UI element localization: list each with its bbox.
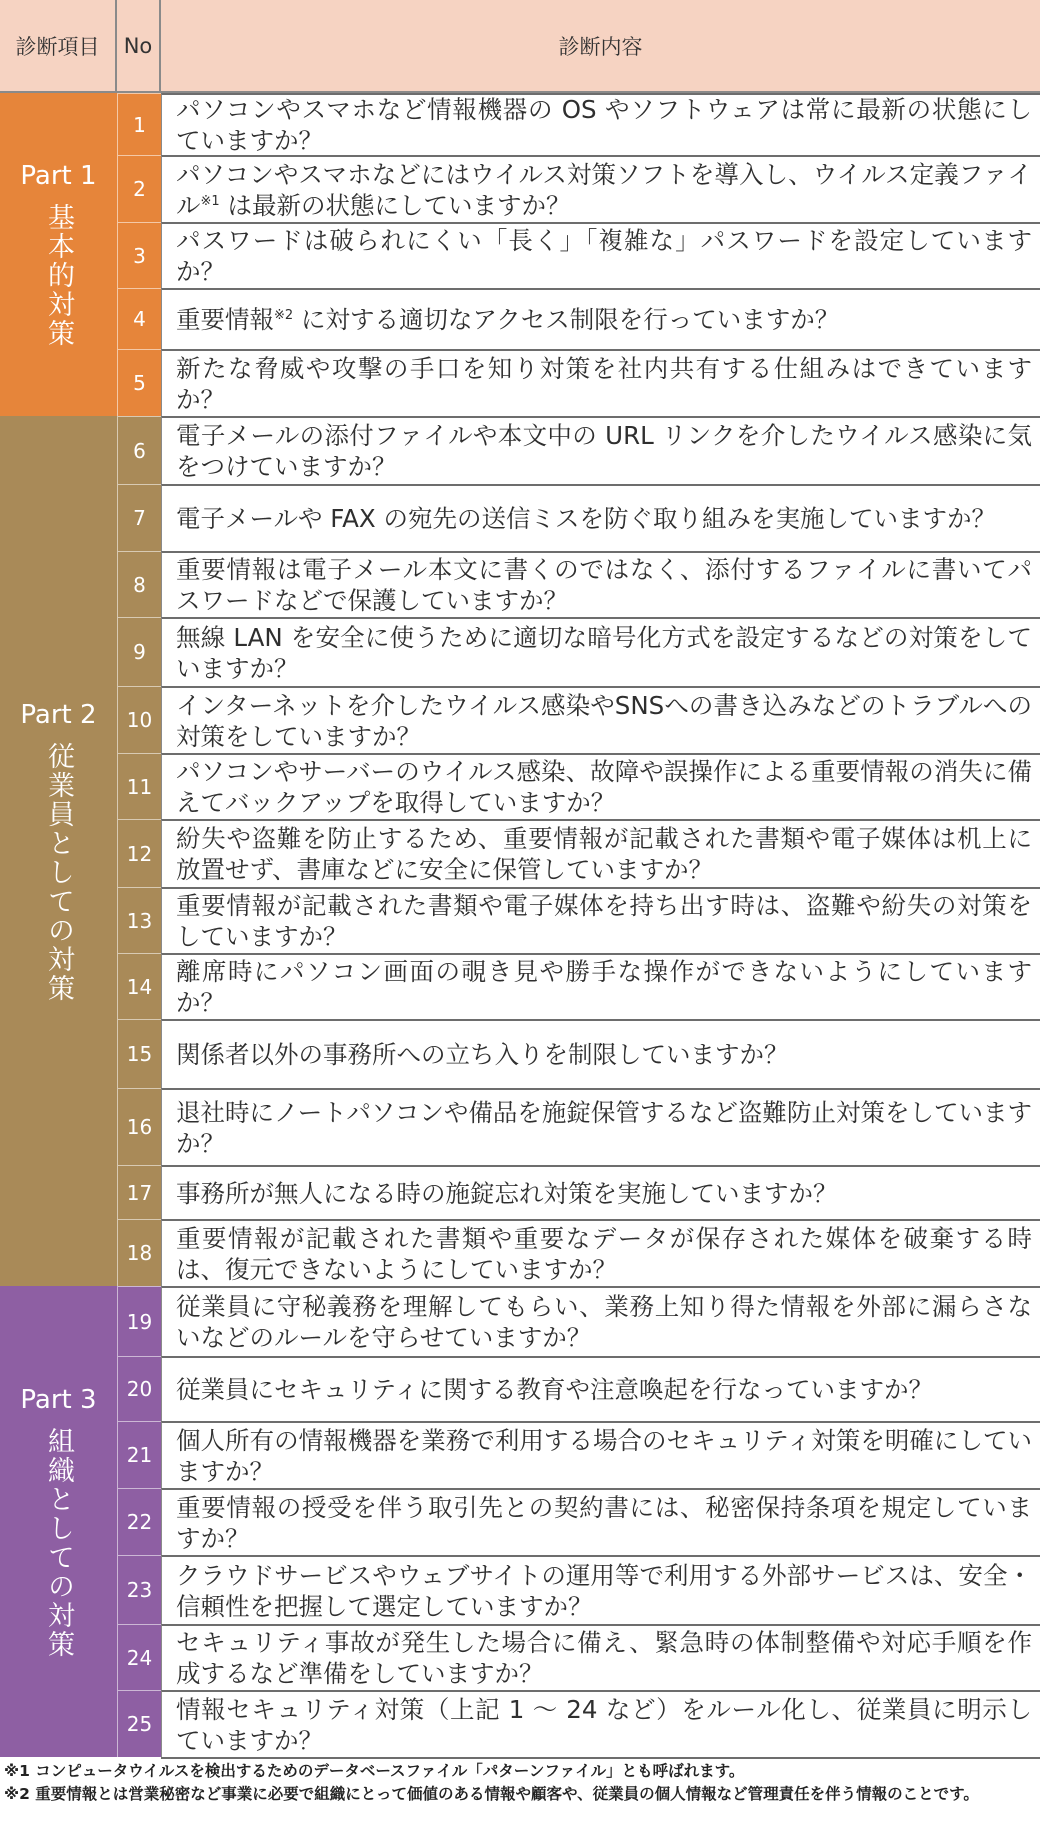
item-question-rest: に対する適切なアクセス制限を行っていますか？ <box>293 305 840 334</box>
item-question <box>161 1488 1040 1555</box>
item-question-text <box>176 1374 933 1405</box>
item-question-text <box>176 1223 1032 1285</box>
item-question-text <box>176 1039 789 1070</box>
item-question <box>161 1019 1040 1088</box>
item-question-main: 紛失や盗難を防止するため、重要情報が記載された書類や電子媒体は机上に放置せず、書庫などに安全に保管していますか？ <box>176 824 1032 884</box>
item-question <box>161 93 1040 155</box>
item-question <box>161 953 1040 1019</box>
item-question-main: セキュリティ事故が発生した場合に備え、緊急時の体制整備や対応手順を作成するなど準備をしていますか？ <box>176 1628 1032 1688</box>
item-number: 22 <box>117 1488 161 1555</box>
item-question <box>161 1286 1040 1356</box>
table-bottom-rule <box>161 1757 1040 1759</box>
part-1-block <box>0 93 117 416</box>
footnote-1: ※1 コンピュータウイルスを検出するためのデータベースファイル「パターンファイル」とも呼ばれます。 <box>4 1762 745 1780</box>
item-question-text <box>176 159 1032 221</box>
item-question-main: 情報セキュリティ対策（上記 1 〜 24 など）をルール化し、従業員に明示していますか？ <box>176 1694 1032 1755</box>
item-question-main: 事務所が無人になる時の施錠忘れ対策を実施していますか？ <box>176 1178 838 1208</box>
item-number: 16 <box>117 1088 161 1165</box>
item-question <box>161 887 1040 953</box>
part-1-label: Part 1 <box>20 161 97 191</box>
item-question <box>161 753 1040 819</box>
item-number: 3 <box>117 222 161 288</box>
item-question-main: 重要情報 <box>176 305 274 334</box>
item-number: 15 <box>117 1019 161 1088</box>
part-2-name: 従業員としての対策 <box>43 741 74 1003</box>
item-number: 19 <box>117 1286 161 1356</box>
item-question <box>161 222 1040 288</box>
item-question <box>161 155 1040 222</box>
item-number: 14 <box>117 953 161 1019</box>
footnote-marker: ※2 <box>274 308 294 323</box>
item-number: 5 <box>117 349 161 416</box>
item-number: 7 <box>117 484 161 551</box>
item-question-main: 重要情報が記載された書類や電子媒体を持ち出す時は、盗難や紛失の対策をしていますか？ <box>176 891 1032 951</box>
item-question <box>161 1219 1040 1286</box>
item-question-main: パスワードは破られにくい「長く」「複雑な」パスワードを設定していますか？ <box>176 226 1032 286</box>
item-question-main: 重要情報は電子メール本文に書くのではなく、添付するファイルに書いてパスワードなどで保護していますか？ <box>176 555 1032 615</box>
item-question <box>161 1421 1040 1488</box>
item-question-text <box>176 622 1032 684</box>
item-question-main: 無線 LAN を安全に使うために適切な暗号化方式を設定するなどの対策をしていますか？ <box>176 622 1032 683</box>
item-question-main: 退社時にノートパソコンや備品を施錠保管するなど盗難防止対策をしていますか？ <box>176 1097 1032 1158</box>
item-number: 8 <box>117 551 161 617</box>
item-number: 2 <box>117 155 161 222</box>
item-question <box>161 1555 1040 1624</box>
item-question-text <box>176 1492 1032 1554</box>
item-question-text <box>176 1560 1032 1622</box>
header-category: 診断項目 <box>0 0 117 93</box>
item-question-text <box>176 420 1032 482</box>
item-number: 21 <box>117 1421 161 1488</box>
part-2-label: Part 2 <box>20 699 97 730</box>
header-no: No <box>117 0 161 93</box>
item-number: 10 <box>117 686 161 753</box>
item-question-main: 重要情報の授受を伴う取引先との契約書には、秘密保持条項を規定していますか？ <box>176 1492 1032 1553</box>
item-question <box>161 1690 1040 1757</box>
item-number: 4 <box>117 288 161 349</box>
item-number: 25 <box>117 1690 161 1757</box>
part-3-block <box>0 1286 117 1757</box>
item-number: 1 <box>117 93 161 155</box>
item-number: 12 <box>117 819 161 887</box>
item-question-text <box>176 1694 1032 1756</box>
item-question-text <box>176 353 1032 415</box>
part-3-label: Part 3 <box>20 1384 97 1415</box>
item-question-text <box>176 890 1032 952</box>
item-question-main: パソコンやスマホなどにはウイルス対策ソフトを導入し、ウイルス定義ファイル <box>176 159 1032 220</box>
item-number: 6 <box>117 416 161 484</box>
item-question-text <box>176 94 1032 156</box>
item-question-main: 関係者以外の事務所への立ち入りを制限していますか？ <box>176 1040 789 1069</box>
item-question-text <box>176 1425 1032 1487</box>
item-question-main: パソコンやサーバーのウイルス感染、故障や誤操作による重要情報の消失に備えてバックアップを取得していますか？ <box>176 757 1032 817</box>
item-question-text <box>176 756 1032 818</box>
item-number: 20 <box>117 1356 161 1421</box>
item-question-text <box>176 1097 1032 1159</box>
item-question-text <box>176 554 1032 616</box>
part-3-name: 組織としての対策 <box>43 1426 74 1659</box>
item-number: 9 <box>117 617 161 686</box>
item-number: 18 <box>117 1219 161 1286</box>
header-content: 診断内容 <box>161 0 1040 93</box>
item-question <box>161 484 1040 551</box>
item-number: 23 <box>117 1555 161 1624</box>
item-question <box>161 349 1040 416</box>
item-question-main: 重要情報が記載された書類や重要なデータが保存された媒体を破棄する時は、復元できないようにしていますか？ <box>176 1223 1032 1284</box>
item-number: 24 <box>117 1624 161 1690</box>
item-question-main: 離席時にパソコン画面の覗き見や勝手な操作ができないようにしていますか？ <box>176 957 1032 1017</box>
item-question-text <box>176 1627 1032 1689</box>
item-question-text <box>176 1291 1032 1353</box>
item-question-main: 新たな脅威や攻撃の手口を知り対策を社内共有する仕組みはできていますか？ <box>176 353 1032 414</box>
item-question-main: クラウドサービスやウェブサイトの運用等で利用する外部サービスは、安全・信頼性を把握して選定していますか？ <box>176 1560 1032 1621</box>
item-question-rest: は最新の状態にしていますか？ <box>219 190 571 220</box>
item-question-text <box>176 1178 838 1209</box>
item-question-main: インターネットを介したウイルス感染やSNSへの書き込みなどのトラブルへの対策をしていますか？ <box>176 690 1032 751</box>
item-question <box>161 416 1040 484</box>
item-question <box>161 288 1040 349</box>
item-question-text <box>176 304 839 335</box>
item-question <box>161 1088 1040 1165</box>
item-question-text <box>176 956 1032 1018</box>
item-question-main: パソコンやスマホなど情報機器の OS やソフトウェアは常に最新の状態にしていますか？ <box>176 95 1032 155</box>
footnote-2-text: ※2 重要情報とは営業秘密など事業に必要で組織にとって価値のある情報や顧客や、従業員の個人情報など管理責任を伴う情報のことです。 <box>4 1785 979 1803</box>
item-number: 17 <box>117 1165 161 1219</box>
item-question-text <box>176 503 996 534</box>
item-question-main: 従業員に守秘義務を理解してもらい、業務上知り得た情報を外部に漏らさないなどのルールを守らせていますか？ <box>176 1292 1032 1352</box>
footnote-marker: ※1 <box>200 193 220 209</box>
item-number: 13 <box>117 887 161 953</box>
footnote-2 <box>4 1784 1034 1805</box>
item-question <box>161 617 1040 686</box>
item-question <box>161 686 1040 753</box>
item-question <box>161 551 1040 617</box>
item-question <box>161 1624 1040 1690</box>
item-question-main: 個人所有の情報機器を業務で利用する場合のセキュリティ対策を明確にしていますか？ <box>176 1425 1032 1486</box>
item-question-main: 電子メールの添付ファイルや本文中の URL リンクを介したウイルス感染に気をつけていますか？ <box>176 421 1032 481</box>
item-question-text <box>176 690 1032 752</box>
item-question-main: 電子メールや FAX の宛先の送信ミスを防ぐ取り組みを実施していますか？ <box>176 504 996 533</box>
item-question-main: 従業員にセキュリティに関する教育や注意喚起を行なっていますか？ <box>176 1375 934 1404</box>
item-question <box>161 819 1040 887</box>
item-question-text <box>176 225 1032 287</box>
item-number: 11 <box>117 753 161 819</box>
item-question <box>161 1165 1040 1219</box>
part-1-name: 基本的対策 <box>43 203 74 348</box>
part-2-block <box>0 416 117 1286</box>
item-question-text <box>176 823 1032 885</box>
item-question <box>161 1356 1040 1421</box>
